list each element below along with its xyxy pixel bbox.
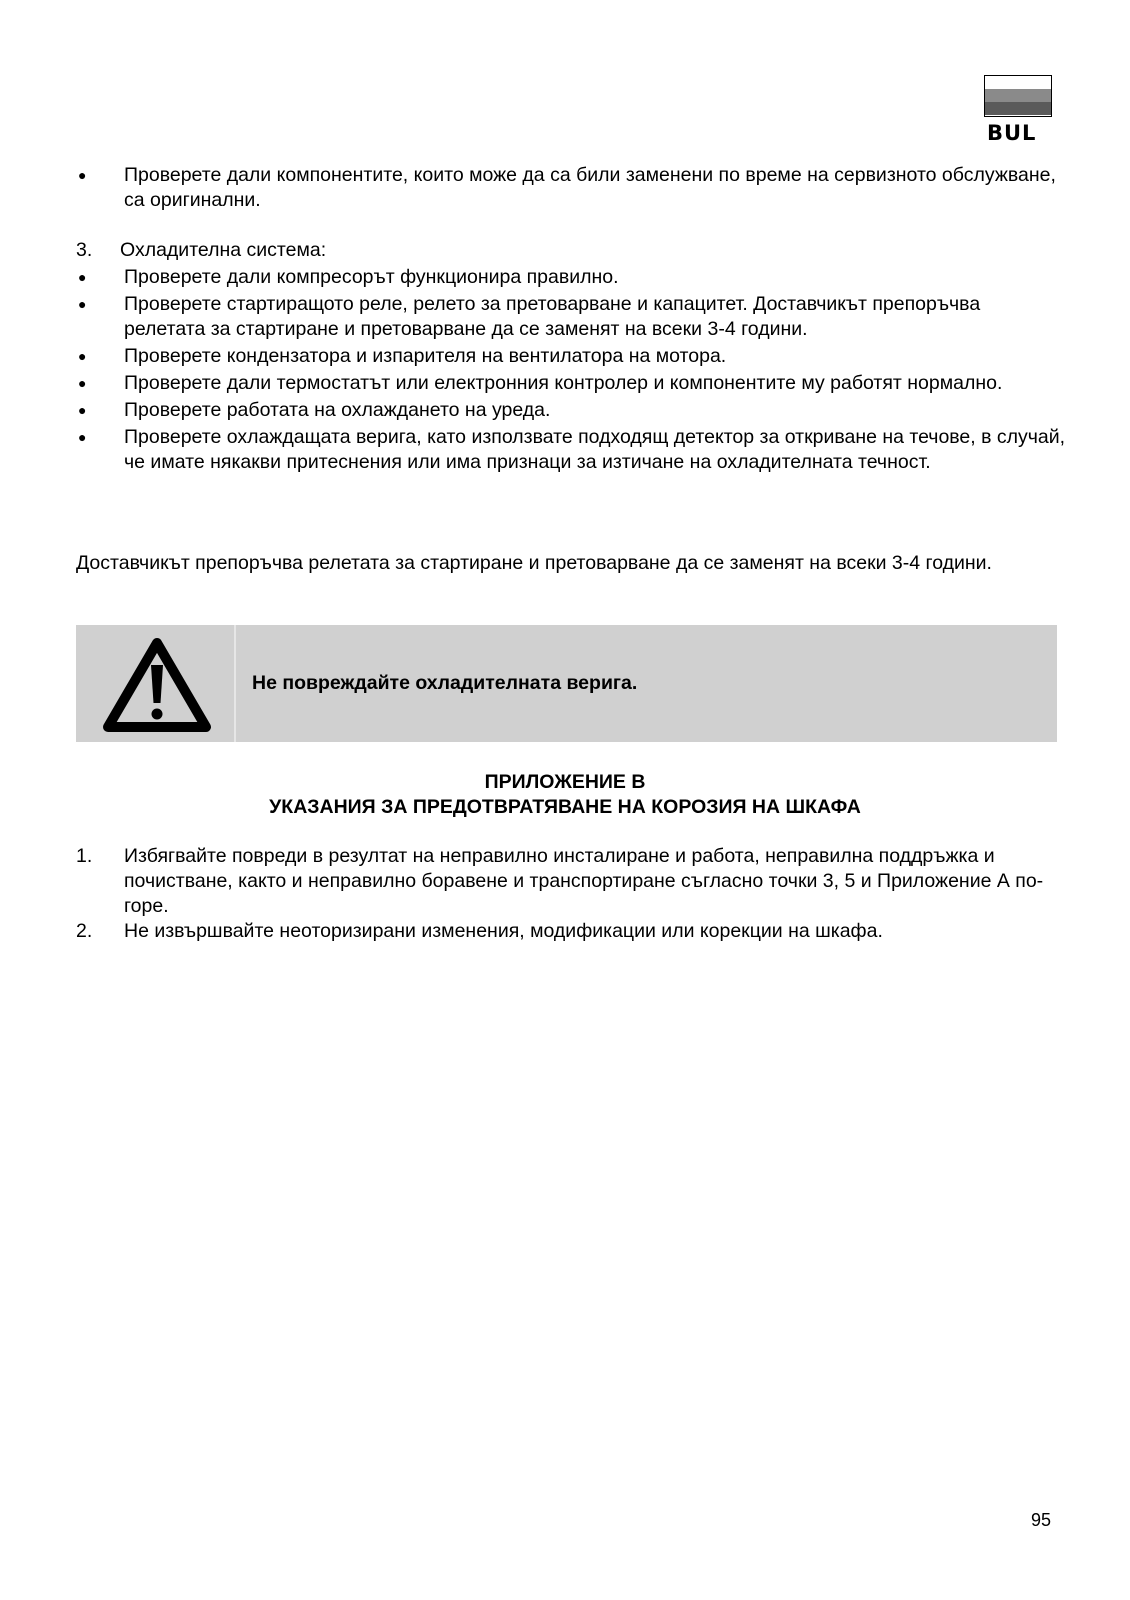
- warning-box: [76, 625, 1057, 742]
- list-item-text: Избягвайте повреди в резултат на неправилно инсталиране и работа, неправилна поддръжка и почистване, както и неправилно боравене и транспортиране съгласно точки 3, 5 и Приложение А по-горе.: [124, 845, 1044, 917]
- list-item-text: Проверете дали компонентите, които може да са били заменени по време на сервизното обслужване, са оригинални.: [124, 164, 1056, 211]
- section-heading: [76, 238, 326, 263]
- list-item-text: Не извършвайте неоторизирани изменения, модификации или корекции на шкафа.: [124, 920, 883, 942]
- list-item: [76, 844, 1066, 919]
- bullet-icon: ●: [78, 429, 87, 445]
- list-item: [76, 344, 1066, 369]
- language-flag-icon: [984, 75, 1052, 117]
- list-item-number: 1.: [76, 845, 93, 867]
- list-item-text: Проверете работата на охлаждането на уреда.: [124, 399, 551, 421]
- bullet-icon: ●: [78, 375, 87, 391]
- cooling-bullet-list: [76, 265, 1066, 477]
- bullet-icon: ●: [78, 402, 87, 418]
- section-number: 3.: [76, 239, 93, 261]
- language-code: BUL: [987, 121, 1037, 145]
- list-item: [76, 292, 1066, 342]
- bullet-icon: ●: [78, 269, 87, 285]
- supplier-note: Доставчикът препоръчва релетата за стартиране и претоварване да се заменят на всеки 3-4 години.: [76, 552, 992, 574]
- list-item-text: Проверете дали термостатът или електронния контролер и компонентите му работят нормално.: [124, 372, 1003, 394]
- list-item-text: Проверете стартиращото реле, релето за претоварване и капацитет. Доставчикът препоръчва релетата за стартиране и претоварване да се заменят на всеки 3-4 години.: [124, 293, 981, 340]
- section-title: Охладителна система:: [120, 239, 327, 261]
- list-item: [76, 371, 1066, 396]
- appendix-title-line1: ПРИЛОЖЕНИЕ B: [484, 771, 646, 793]
- list-item: [76, 398, 1066, 423]
- list-item-text: Проверете охлаждащата верига, като използвате подходящ детектор за откриване на течове, в случай, че имате някакви притеснения или има признаци за изтичане на охладителната течност.: [124, 426, 1066, 473]
- list-item: [76, 265, 1066, 290]
- appendix-numbered-list: [76, 844, 1066, 944]
- flag-stripe-white: [985, 76, 1051, 89]
- appendix-title-line2: УКАЗАНИЯ ЗА ПРЕДОТВРАТЯВАНЕ НА КОРОЗИЯ НА ШКАФА: [269, 796, 861, 818]
- list-item: [76, 425, 1066, 475]
- list-item-number: 2.: [76, 920, 93, 942]
- list-item: [76, 163, 1066, 213]
- intro-bullet-list: [76, 163, 1066, 215]
- list-item-text: Проверете дали компресорът функционира правилно.: [124, 266, 619, 288]
- flag-stripe-green: [985, 89, 1051, 102]
- list-item: [76, 919, 1066, 944]
- bullet-icon: ●: [78, 296, 87, 312]
- list-item-text: Проверете кондензатора и изпарителя на вентилатора на мотора.: [124, 345, 727, 367]
- bullet-icon: ●: [78, 348, 87, 364]
- warning-text: Не повреждайте охладителната верига.: [252, 672, 638, 694]
- appendix-title: [0, 770, 1130, 820]
- bullet-icon: ●: [78, 167, 87, 183]
- warning-triangle-icon: [76, 625, 236, 742]
- flag-stripe-red: [985, 102, 1051, 115]
- page-number: 95: [1031, 1510, 1052, 1530]
